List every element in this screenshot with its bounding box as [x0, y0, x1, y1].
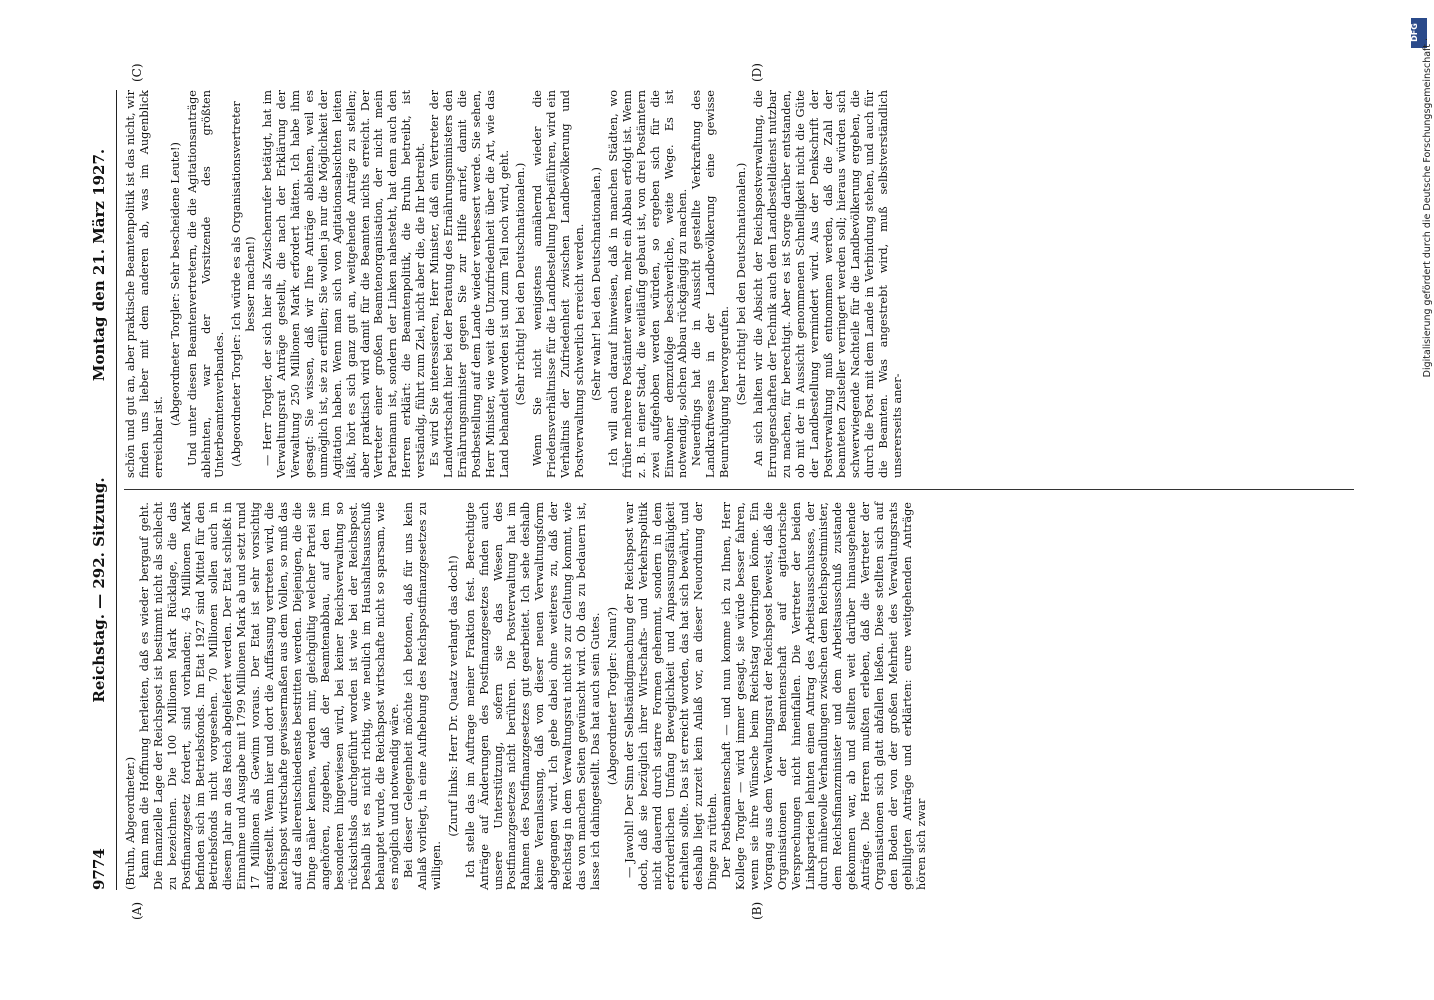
right-column-paragraph: Ich will auch darauf hinweisen, daß in manchen Städten, wo früher mehrere Postämter waren, mehr ein Abbau erfolgt ist. Wenn z. B. in einer Stadt, die weitläufig gebaut ist, von drei Postämtern zwei aufgehoben werden würden, so ergeben sich für die Einwohner demzufolge beschwerliche, weite Wege. Es ist notwendig, solchen Abbau rückgängig zu machen. [606, 90, 690, 478]
column-divider [124, 489, 1354, 490]
right-column-paragraph: (Sehr wahr! bei den Deutschnationalen.) [590, 167, 603, 401]
right-column-paragraph: schön und gut an, aber praktische Beamtenpolitik ist das nicht, wir finden uns lieber mit dem anderen ab, was im Augenblick erreichbar ist. [124, 90, 165, 478]
left-column-paragraph: — Jawohl! Der Sinn der Selbständigmachung der Reichspost war doch, daß sie bezüglich ihrer Wirtschafts- und Verkehrspolitik nicht dauernd durch starre Formen gehemmt, sondern in dem erforderlichen Umfang Beweglichkeit und Anpassungsfähigkeit erhalten sollte. Das ist erreicht worden, das hat sich bewährt, und deshalb liegt zurzeit kein Anlaß vor, an dieser Neuordnung der Dinge zu rütteln. [622, 502, 720, 890]
right-column [124, 90, 905, 478]
digitization-credit [1410, 10, 1434, 990]
margin-marker-a: (A) [130, 901, 144, 920]
right-column-paragraph: (Abgeordneter Torgler: Sehr bescheidene Leute!) [168, 142, 182, 426]
credit-text: Digitalisierung gefördert durch die Deutsche Forschungsgemeinschaft · [1422, 38, 1433, 378]
right-column-paragraph: Wenn Sie nicht wenigstens annähernd wieder die Friedensverhältnisse für die Landbestellung herbeiführen, wird ein Verhältnis der Zufriedenheit zwischen Landbevölkerung und Postverwaltung schwerlich erreicht werden. [531, 90, 587, 478]
left-column [124, 502, 929, 890]
left-column-paragraph: (Bruhn, Abgeordneter.) [124, 756, 137, 890]
right-column-paragraph: — Herr Torgler, der sich hier als Zwischenrufer betätigt, hat im Verwaltungsrat Anträge gestellt, die nach der Erklärung der Verwaltung 250 Millionen Mark erfordert hätten. Ich habe ihm gesagt: Sie wissen, daß wir Ihre Anträge ablehnen, weil es unmöglich ist, sie zu erfüllen; Sie wollen ja nur die Möglichkeit der Agitation haben. Wenn man sich von Agitationsabsichten leiten läßt, hört es sich ganz gut an, weitgehende Anträge zu stellen; aber praktisch wird damit für die Beamten nichts erreicht. Der Vertreter einer großen Beamtenorganisation, der nicht mein Parteimann ist, sondern der Linken nahesteht, hat denn auch den Herren erklärt: die Beamtenpolitik, die Bruhn betreibt, ist verständig, führt zum Ziel, nicht aber die, die Ihr betreibt. [261, 90, 428, 478]
page-header [90, 90, 114, 890]
header-left-title: Reichstag. — 292. Sitzung. [90, 477, 108, 703]
margin-marker-c: (C) [130, 63, 144, 82]
right-column-paragraph: An sich halten wir die Absicht der Reichspostverwaltung, die Errungenschaften der Technik auch dem Landbestelldienst nutzbar zu machen, für berechtigt. Aber es ist Sorge darüber entstanden, ob mit der in Aussicht genommenen Schnelligkeit nicht die Güte der Landbestellung vermindert wird. Aus der Denkschrift der Postverwaltung muß entnommen werden, daß die Zahl der beamteten Zusteller verringert werden soll; hieraus würden sich schwerwiegende Nachteile für die Landbevölkerung ergeben, die durch die Post mit dem Lande in Verbindung stehen, und auch für die Beamten. Was angestrebt wird, muß selbstverständlich unsererseits aner- [751, 90, 905, 478]
right-column-paragraph: Und unter diesen Beamtenvertretern, die die Agitationsanträge ablehnten, war der Vorsitzende des größten Unterbeamtenverbandes. [185, 90, 227, 478]
page-content [90, 63, 1360, 920]
left-column-paragraph: kann man die Hoffnung herleiten, daß es wieder bergauf geht. Die finanzielle Lage der Reichspost ist bestimmt nicht als schlecht zu bezeichnen. Die 100 Millionen Mark Rücklage, die das Postfinanzgesetz fordert, sind vorhanden; 45 Millionen Mark befinden sich im Betriebsfonds. Im Etat 1927 sind Mittel für den Betriebsfonds nicht vorgesehen. 70 Millionen sollen auch in diesem Jahr an das Reich abgeliefert werden. Der Etat schließt in Einnahme und Ausgabe mit 1799 Millionen Mark ab und setzt rund 17 Millionen als Gewinn voraus. Der Etat ist sehr vorsichtig aufgestellt. Wenn hier und dort die Auffassung vertreten wird, die Reichspost wirtschafte gewissermaßen aus dem Vollen, so muß das auf das allerentschiedenste bestritten werden. Diejenigen, die die Dinge näher kennen, werden mir, gleichgültig welcher Partei sie angehören, zugeben, daß der Beamtenabbau, auf den im besonderen hingewiesen wird, bei keiner Reichsverwaltung so rücksichtslos durchgeführt worden ist wie bei der Reichspost. Deshalb ist es nicht richtig, wie neulich im Haushaltsausschuß behauptet wurde, die Reichspost wirtschafte nicht so sparsam, wie es möglich und notwendig wäre. [137, 502, 402, 890]
left-column-paragraph: Ich stelle das im Auftrage meiner Fraktion fest. Berechtigte Anträge auf Änderungen des Postfinanzgesetzes finden auch unsere Unterstützung, sofern sie das Wesen des Postfinanzgesetzes nicht berühren. Die Postverwaltung hat im Rahmen des Postfinanzgesetzes gut gearbeitet. Ich sehe deshalb keine Veranlassung, daß von dieser neuen Verwaltungsform abgegangen wird. Ich gebe dabei ohne weiteres zu, daß der Reichstag in dem Verwaltungsrat nicht so zur Geltung kommt, wie das von manchen Seiten gewünscht wird. Ob das zu bedauern ist, lasse ich dahingestellt. Das hat auch sein Gutes. [463, 502, 602, 890]
right-column-paragraph: (Sehr richtig! bei den Deutschnationalen.) [735, 162, 749, 406]
margin-marker-d: (D) [750, 63, 764, 82]
header-rule [116, 90, 117, 890]
margin-marker-b: (B) [750, 901, 764, 920]
left-column-paragraph: Bei dieser Gelegenheit möchte ich betonen, daß für uns kein Anlaß vorliegt, in eine Aufhebung des Reichspostfinanzgesetzes zu willigen. [402, 502, 443, 890]
header-right-title: Montag den 21. März 1927. [90, 148, 108, 382]
dfg-logo: DFG [1411, 18, 1427, 48]
right-column-paragraph: Neuerdings hat die in Aussicht gestellte Verkraftung des Landkraftwesens in der Landbevölkerung eine gewisse Beunruhigung hervorgerufen. [690, 90, 732, 478]
left-column-paragraph: (Abgeordneter Torgler: Nanu?) [605, 606, 619, 786]
right-column-paragraph: (Abgeordneter Torgler: Ich würde es als Organisationsvertreter besser machen!) [230, 101, 258, 467]
left-column-paragraph: (Zuruf links: Herr Dr. Quaatz verlangt das doch!) [446, 555, 460, 837]
right-column-paragraph: Es wird Sie interessieren, Herr Minister, daß ein Vertreter der Landwirtschaft hier bei der Beratung des Ernährungsministers den Ernährungsminister gegen Sie zur Hilfe anrief, damit die Postbestellung auf dem Lande wieder verbessert werde. Sie sehen, Herr Minister, wie weit die Unzufriedenheit über die Art, wie das Land behandelt worden ist und zum Teil noch wird, geht. [428, 90, 511, 478]
page-number: 9774 [90, 848, 108, 890]
right-column-paragraph: (Sehr richtig! bei den Deutschnationalen.) [514, 162, 528, 406]
left-column-paragraph: Der Postbeamtenschaft — und nun komme ich zu Ihnen, Herr Kollege Torgler — wird immer gesagt, sie würde besser fahren, wenn sie ihre Wünsche beim Reichstag vorbringen könne. Ein Vorgang aus dem Verwaltungsrat der Reichspost beweist, daß die Organisationen der Beamtenschaft auf agitatorische Versprechungen nicht hineinfallen. Die Vertreter der beiden Linksparteien lehnten einen Antrag des Arbeitsausschusses, der durch mühevolle Verhandlungen zwischen dem Reichspostminister, dem Reichsfinanzminister und dem Arbeitsausschuß zustande gekommen war, ab und stellten weit darüber hinausgehende Anträge. Die Herren mußten erleben, daß die Vertreter der Organisationen sich glatt abfallen ließen. Diese stellten sich auf den Boden der von der großen Mehrheit des Verwaltungsrats gebilligten Anträge und erklärten: eure weitgehenden Anträge hören sich zwar [720, 502, 928, 890]
